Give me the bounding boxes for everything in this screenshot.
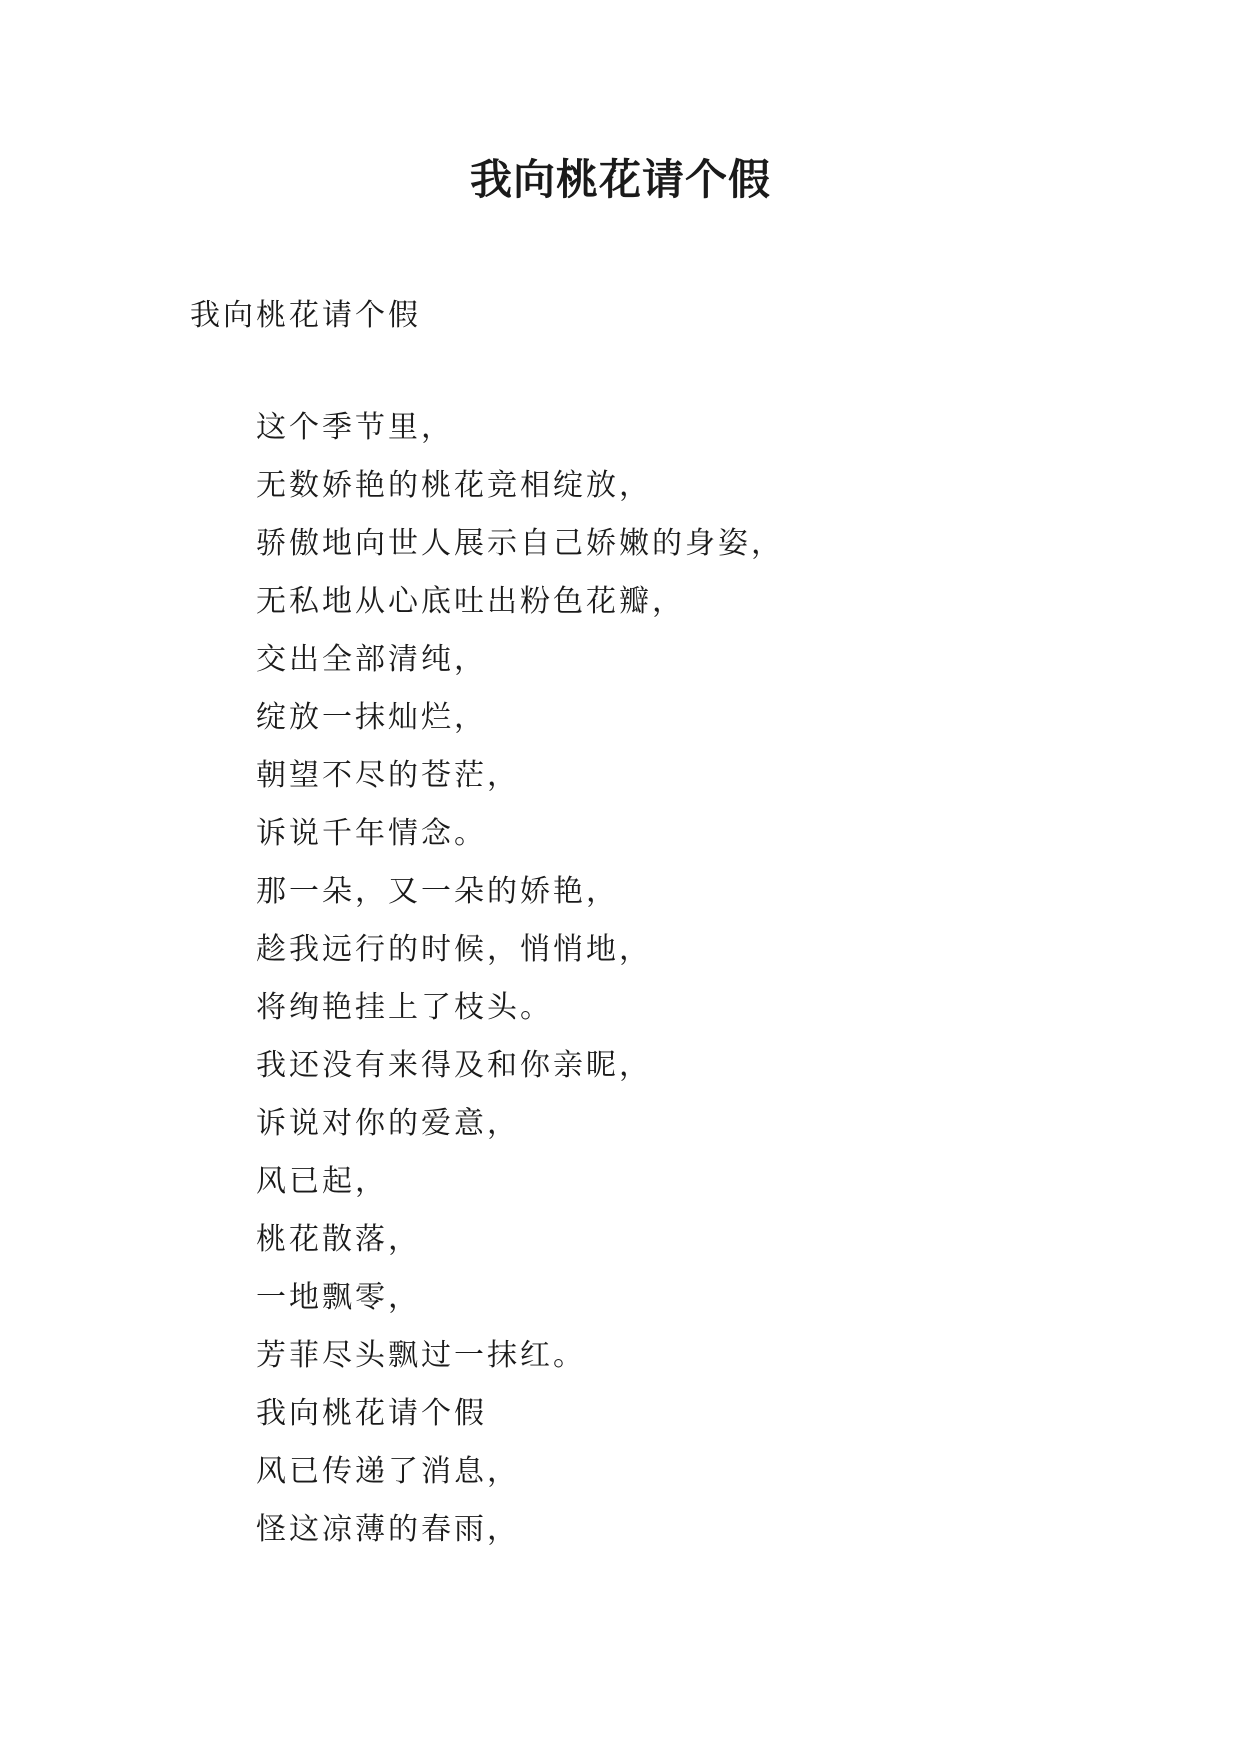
poem-line: 交出全部清纯， <box>256 642 487 677</box>
poem-line: 风已起， <box>256 1164 388 1199</box>
poem-line: 朝望不尽的苍茫， <box>256 758 520 793</box>
poem-line: 绽放一抹灿烂， <box>256 700 487 735</box>
poem-line: 风已传递了消息， <box>256 1454 520 1489</box>
poem-line: 那一朵，又一朵的娇艳， <box>256 874 619 909</box>
poem-line: 诉说千年情念。 <box>256 816 487 851</box>
document-title: 我向桃花请个假 <box>469 155 771 204</box>
poem-line: 无数娇艳的桃花竞相绽放， <box>256 468 652 503</box>
poem-line: 我还没有来得及和你亲昵， <box>256 1048 652 1083</box>
poem-line: 我向桃花请个假 <box>256 1396 487 1431</box>
poem-line: 桃花散落， <box>256 1222 421 1257</box>
poem-line: 趁我远行的时候，悄悄地， <box>256 932 652 967</box>
poem-line: 骄傲地向世人展示自己娇嫩的身姿， <box>256 526 784 561</box>
poem-line: 怪这凉薄的春雨， <box>256 1512 520 1547</box>
poem-line: 将绚艳挂上了枝头。 <box>256 990 553 1025</box>
poem-line: 这个季节里， <box>256 410 454 445</box>
poem-line: 一地飘零， <box>256 1280 421 1315</box>
poem-subtitle: 我向桃花请个假 <box>190 298 421 333</box>
poem-line: 诉说对你的爱意， <box>256 1106 520 1141</box>
poem-line: 无私地从心底吐出粉色花瓣， <box>256 584 685 619</box>
poem-body <box>256 408 784 1568</box>
poem-line: 芳菲尽头飘过一抹红。 <box>256 1338 586 1373</box>
